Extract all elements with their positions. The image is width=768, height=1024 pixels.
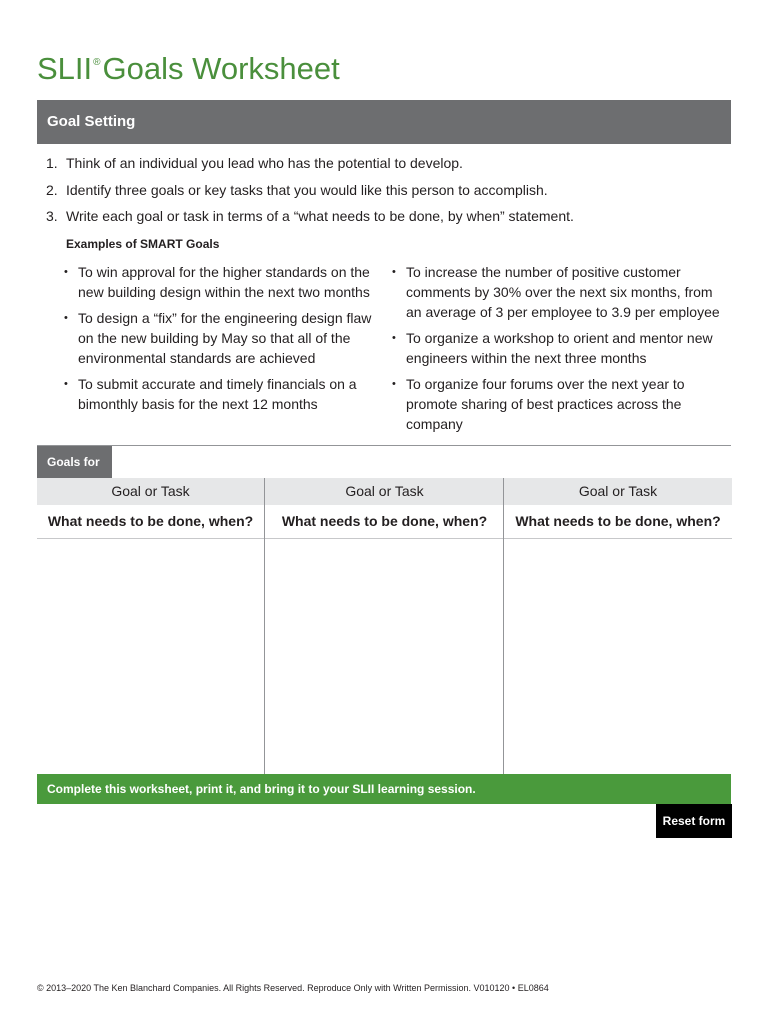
example-item	[392, 328, 722, 368]
column-subheader: What needs to be done, when?	[265, 505, 504, 539]
example-item	[64, 374, 374, 414]
example-text: To organize four forums over the next year to promote sharing of best practices across the company	[406, 376, 685, 432]
copyright-footer: © 2013–2020 The Ken Blanchard Companies. All Rights Reserved. Reproduce Only with Written Permission. V010120 • EL0864	[37, 983, 549, 993]
goal-entry-field[interactable]	[37, 539, 264, 775]
page-title	[37, 51, 340, 87]
column-header: Goal or Task	[265, 478, 504, 505]
examples-right-list	[392, 262, 722, 440]
bullet: •	[64, 312, 68, 324]
goal-column	[503, 478, 732, 775]
bullet: •	[392, 266, 396, 278]
example-text: To design a “fix” for the engineering design flaw on the new building by May so that all of the environmental standards are achieved	[78, 310, 372, 366]
bullet: •	[64, 378, 68, 390]
goals-table	[37, 478, 731, 775]
instruction-bar: Complete this worksheet, print it, and bring it to your SLII learning session.	[37, 774, 731, 804]
instruction-step	[46, 153, 726, 180]
step-number: 2.	[46, 181, 58, 198]
goal-entry-field[interactable]	[504, 539, 732, 775]
examples-heading: Examples of SMART Goals	[66, 237, 220, 251]
bullet: •	[64, 266, 68, 278]
bullet: •	[392, 378, 396, 390]
example-text: To organize a workshop to orient and mentor new engineers within the next three months	[406, 330, 713, 366]
goal-column	[264, 478, 504, 775]
step-text: Think of an individual you lead who has the potential to develop.	[66, 155, 463, 171]
example-text: To win approval for the higher standards on the new building design within the next two months	[78, 264, 370, 300]
step-text: Write each goal or task in terms of a “what needs to be done, by when” statement.	[66, 208, 574, 224]
example-item	[64, 262, 374, 302]
column-subheader: What needs to be done, when?	[504, 505, 732, 539]
step-number: 1.	[46, 155, 58, 171]
column-subheader: What needs to be done, when?	[37, 505, 264, 539]
examples-left-list	[64, 262, 374, 420]
column-header: Goal or Task	[504, 478, 732, 505]
title-suffix: Goals Worksheet	[102, 50, 340, 86]
example-item	[392, 262, 722, 322]
example-text: To increase the number of positive customer comments by 30% over the next six months, from an average of 3 per employee to 3.9 per employee	[406, 264, 720, 320]
goal-entry-field[interactable]	[265, 539, 504, 775]
instruction-step	[46, 180, 726, 207]
example-item	[392, 374, 722, 434]
goal-column	[37, 478, 264, 775]
reset-form-button[interactable]: Reset form	[656, 804, 732, 838]
step-number: 3.	[46, 208, 58, 224]
column-header: Goal or Task	[37, 478, 264, 505]
section-divider	[37, 445, 731, 446]
example-text: To submit accurate and timely financials on a bimonthly basis for the next 12 months	[78, 376, 357, 412]
bullet: •	[392, 332, 396, 344]
example-item	[64, 308, 374, 368]
instruction-steps	[46, 153, 726, 233]
instruction-step	[46, 206, 726, 233]
goal-setting-header: Goal Setting	[37, 100, 731, 144]
step-text: Identify three goals or key tasks that you would like this person to accomplish.	[66, 181, 548, 198]
goals-for-tab: Goals for	[37, 446, 112, 478]
title-prefix: SLII	[37, 50, 93, 86]
registered-mark: ®	[93, 56, 101, 68]
